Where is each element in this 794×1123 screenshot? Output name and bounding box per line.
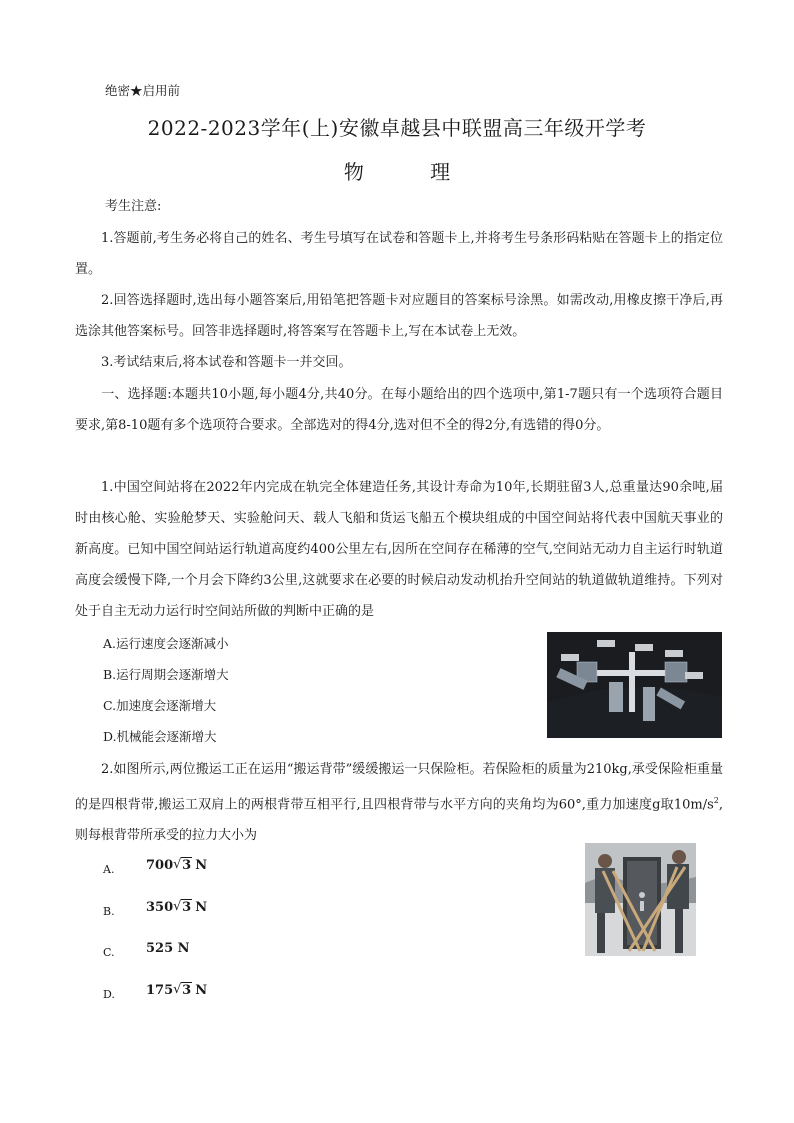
safe-movers-illustration: [585, 843, 696, 956]
q1-option-a: A.运行速度会逐渐减小: [103, 636, 229, 651]
question-2-stem: 2.如图所示,两位搬运工正在运用“搬运背带”缓缓搬运一只保险柜。若保险柜的质量为210kg,承受保险柜重量的是四根背带,搬运工双肩上的两根背带互相平行,且四根背带与水平方向的夹角均为60°,重力加速度g取$10m/s^2$,则每根背带所承受的拉力大小为: [75, 762, 723, 844]
exam-title: 2022-2023学年(上)安徽卓越县中联盟高三年级开学考: [147, 116, 647, 140]
section-intro: 一、选择题:本题共10小题,每小题4分,共40分。在每小题给出的四个选项中,第1-7题只有一个选项符合题目要求,第8-10题有多个选项符合要求。全部选对的得4分,选对但不全的得2分,有选错的得0分。: [75, 387, 723, 433]
notice-item-3: 3.考试结束后,将本试卷和答题卡一并交回。: [101, 355, 352, 370]
q2-exponent: 2: [713, 796, 719, 805]
q2-option-b-value: 350√ 3 N: [146, 900, 207, 916]
q1-option-c: C.加速度会逐渐增大: [103, 698, 217, 713]
q2-option-c-letter: C.: [103, 946, 115, 959]
space-station-image: [547, 632, 722, 738]
q2-option-a-letter: A.: [103, 863, 115, 876]
notice-item-2: 2.回答选择题时,选出每小题答案后,用铅笔把答题卡对应题目的答案标号涂黑。如需改动,用橡皮擦干净后,再选涂其他答案标号。回答非选择题时,将答案写在答题卡上,写在本试卷上无效。: [75, 293, 723, 339]
q2-option-c-value: 525 N: [146, 941, 190, 956]
sqrt-symbol: √ 3: [173, 900, 192, 916]
question-1-stem: 1.中国空间站将在2022年内完成在轨完全体建造任务,其设计寿命为10年,长期驻留3人,总重量达90余吨,届时由核心舱、实验舱梦天、实验舱问天、载人飞船和货运飞船五个模块组成的中国空间站将代表中国航天事业的新高度。已知中国空间站运行轨道高度约400公里左右,因所在空间存在稀薄的空气,空间站无动力自主运行时轨道高度会缓慢下降,一个月会下降约3公里,这就要求在必要的时候启动发动机抬升空间站的轨道做轨道维持。下列对处于自主无动力运行时空间站所做的判断中正确的是: [75, 480, 723, 619]
q1-option-b: B.运行周期会逐渐增大: [103, 667, 229, 682]
q2-option-a-value: 700√ 3 N: [146, 858, 207, 874]
confidential-mark: 绝密★启用前: [105, 83, 181, 98]
q2-option-b-letter: B.: [103, 905, 115, 918]
subject-title: 物 理: [343, 160, 451, 184]
notice-heading: 考生注意:: [105, 199, 162, 214]
notice-item-1: 1.答题前,考生务必将自己的姓名、考生号填写在试卷和答题卡上,并将考生号条形码粘贴在答题卡上的指定位置。: [75, 231, 723, 277]
q2-option-d-letter: D.: [103, 988, 115, 1001]
space-station-illustration: [547, 632, 722, 738]
q1-option-d: D.机械能会逐渐增大: [103, 729, 217, 744]
sqrt-symbol: √ 3: [173, 858, 192, 874]
q2-option-d-value: 175√ 3 N: [146, 983, 207, 999]
safe-movers-image: [585, 843, 696, 956]
sqrt-symbol: √ 3: [173, 983, 192, 999]
